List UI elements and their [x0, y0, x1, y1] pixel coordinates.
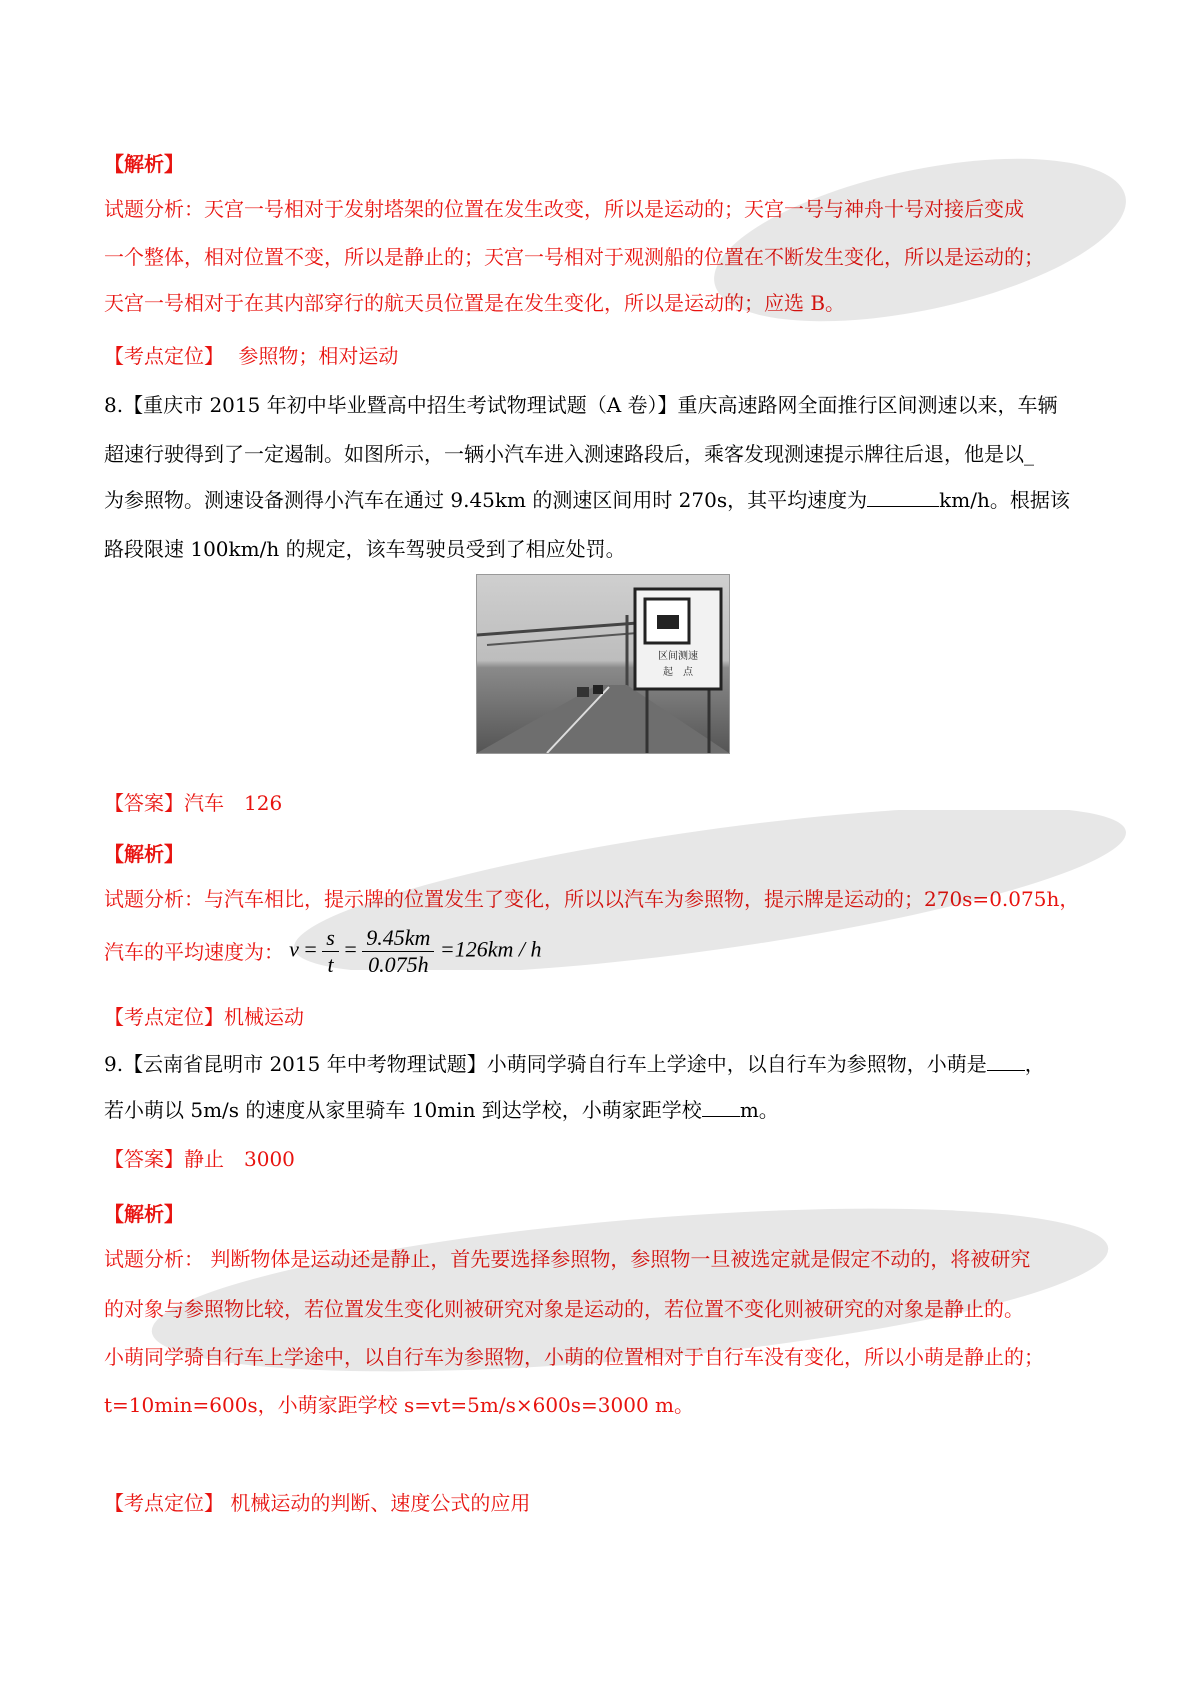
q9-kp-label: 【考点定位】	[104, 1491, 224, 1515]
q9-kp-value: 机械运动的判断、速度公式的应用	[224, 1491, 531, 1515]
q9-analysis-line-1: 试题分析： 判断物体是运动还是静止，首先要选择参照物，参照物一旦被选定就是假定不动的，将被研究	[104, 1247, 1031, 1271]
q9-stem-line-2a: 若小萌以 5m/s 的速度从家里骑车 10min 到达学校，小萌家距学校	[104, 1098, 702, 1122]
formula-eq-2: =	[344, 936, 357, 962]
q8-answer-value: 汽车 126	[184, 791, 283, 815]
q8-answer	[104, 791, 1104, 815]
q8-stem-line-2: 超速行驶得到了一定遏制。如图所示，一辆小汽车进入测速路段后，乘客发现测速提示牌往后退，他是以_	[104, 442, 1034, 466]
q9-answer-label: 【答案】	[104, 1147, 184, 1171]
q8-stem-line-4: 路段限速 100km/h 的规定，该车驾驶员受到了相应处罚。	[104, 537, 626, 561]
q8-sign-text-1: 区间测速	[658, 651, 698, 662]
q8-stem-line-3	[104, 488, 1104, 512]
formula-result: =126km / h	[439, 936, 542, 962]
q8-stem-line-3b: km/h。根据该	[939, 488, 1070, 512]
q9-analysis-line-3: 小萌同学骑自行车上学途中，以自行车为参照物，小萌的位置相对于自行车没有变化，所以小萌是静止的；	[104, 1345, 1044, 1369]
formula-denominator: 0.075h	[368, 952, 429, 977]
q7-knowledge-point	[104, 344, 1104, 368]
q8-sign-text-2: 起 点	[663, 667, 693, 678]
q9-stem-line-1b: ，	[1024, 1052, 1045, 1076]
q9-knowledge-point	[104, 1491, 1104, 1515]
q7-kp-value: 参照物；相对运动	[238, 344, 399, 368]
q8-analysis-line-1: 试题分析：与汽车相比，提示牌的位置发生了变化，所以以汽车为参照物，提示牌是运动的；270s=0.075h，	[104, 887, 1080, 911]
q9-stem-line-1a: 9.【云南省昆明市 2015 年中考物理试题】小萌同学骑自行车上学途中，以自行车为参照物，小萌是	[104, 1052, 987, 1076]
formula-value-fraction	[362, 925, 434, 978]
q9-analysis-line-4: t=10min=600s，小萌家距学校 s=vt=5m/s×600s=3000 m。	[104, 1393, 695, 1417]
q8-kp-value: 机械运动	[224, 1005, 304, 1029]
q7-analysis-line-2: 一个整体，相对位置不变，所以是静止的；天宫一号相对于观测船的位置在不断发生变化，所以是运动的；	[104, 245, 1044, 269]
q7-kp-label: 【考点定位】	[104, 344, 224, 368]
q8-speed-blank	[867, 488, 939, 507]
q8-stem-line-1: 8.【重庆市 2015 年初中毕业暨高中招生考试物理试题（A 卷）】重庆高速路网全面推行区间测速以来，车辆	[104, 393, 1058, 417]
formula-numerator: 9.45km	[362, 925, 434, 952]
q8-answer-label: 【答案】	[104, 791, 184, 815]
formula-v: v	[289, 936, 299, 962]
q9-blank-1	[987, 1052, 1025, 1071]
formula-eq-1: =	[304, 936, 317, 962]
q9-stem-line-2b: m。	[739, 1098, 779, 1122]
q8-knowledge-point	[104, 1005, 1104, 1029]
q8-speed-formula	[104, 925, 804, 995]
highway-scene-graphic	[477, 575, 729, 753]
q9-stem-line-2	[104, 1098, 1104, 1122]
formula-t: t	[327, 952, 334, 977]
q8-analysis-header: 【解析】	[104, 842, 184, 866]
formula-s-over-t	[322, 925, 339, 978]
q7-analysis-header: 【解析】	[104, 152, 184, 176]
q7-analysis-line-1: 试题分析：天宫一号相对于发射塔架的位置在发生改变，所以是运动的；天宫一号与神舟十号对接后变成	[104, 197, 1024, 221]
q8-stem-line-3a: 为参照物。测速设备测得小汽车在通过 9.45km 的测速区间用时 270s，其平均速度为	[104, 488, 868, 512]
q9-answer-value: 静止 3000	[184, 1147, 295, 1171]
q8-highway-photo	[476, 574, 730, 754]
q9-analysis-line-2: 的对象与参照物比较，若位置发生变化则被研究对象是运动的，若位置不变化则被研究的对象是静止的。	[104, 1297, 1024, 1321]
formula-s: s	[322, 925, 339, 952]
q9-analysis-header: 【解析】	[104, 1202, 184, 1226]
q9-stem-line-1	[104, 1052, 1104, 1076]
q9-answer	[104, 1147, 1104, 1171]
q9-blank-2	[702, 1098, 740, 1117]
q8-kp-label: 【考点定位】	[104, 1005, 224, 1029]
q8-analysis-prefix: 汽车的平均速度为：	[104, 939, 284, 964]
q7-analysis-line-3: 天宫一号相对于在其内部穿行的航天员位置是在发生变化，所以是运动的；应选 B。	[104, 291, 846, 315]
